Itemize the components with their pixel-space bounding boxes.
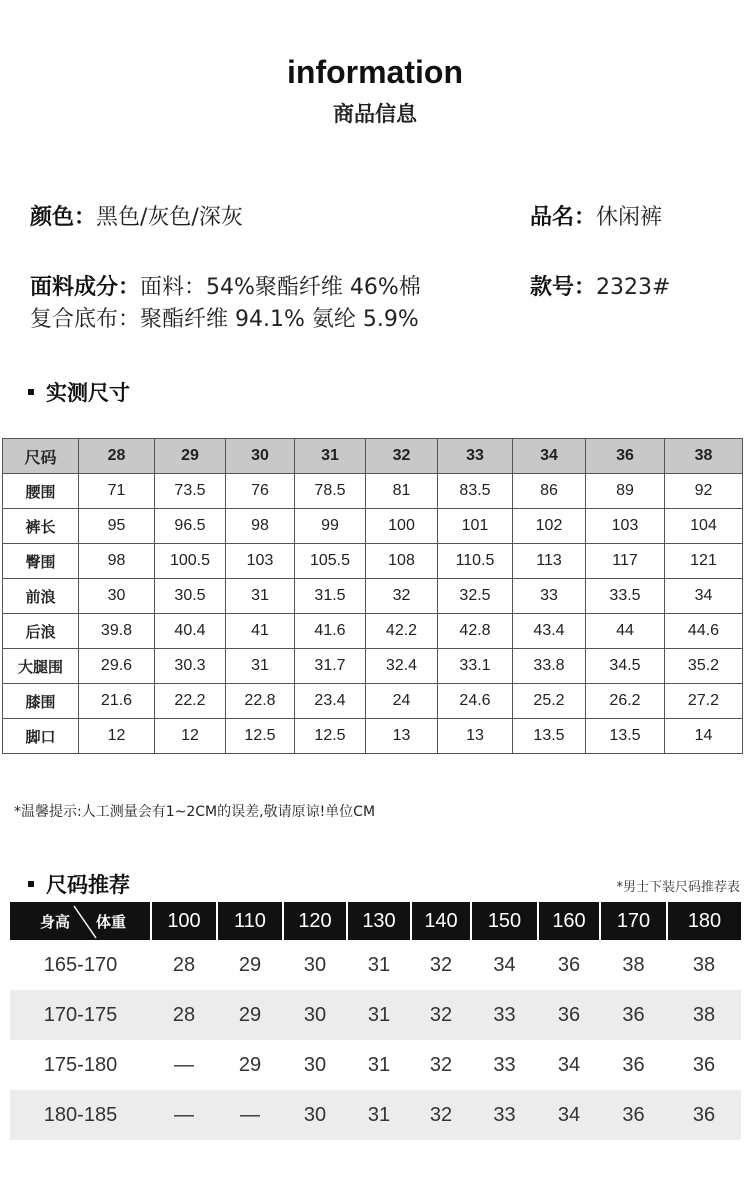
- measure-cell: 39.8: [79, 614, 155, 649]
- measure-cell: 30.3: [155, 649, 226, 684]
- measure-cell: 42.8: [438, 614, 513, 649]
- measure-cell: 113: [513, 544, 586, 579]
- table-row: [10, 940, 741, 990]
- corner-weight-label: 体重: [96, 913, 127, 931]
- size-column-header: 38: [665, 439, 743, 474]
- measure-cell: 22.2: [155, 684, 226, 719]
- measure-cell: 31.5: [295, 579, 366, 614]
- recommend-section-title: 尺码推荐: [46, 873, 130, 897]
- recommended-size-cell: 32: [411, 940, 471, 990]
- measure-cell: 98: [226, 509, 295, 544]
- height-range-cell: 180-185: [10, 1090, 151, 1140]
- recommended-size-cell: 33: [471, 1090, 538, 1140]
- measure-header-row: [3, 439, 743, 474]
- measure-cell: 23.4: [295, 684, 366, 719]
- size-column-header: 34: [513, 439, 586, 474]
- recommended-size-cell: 29: [217, 940, 283, 990]
- recommended-size-cell: 36: [600, 990, 667, 1040]
- table-row: [3, 474, 743, 509]
- weight-column-header: 120: [283, 902, 347, 940]
- color-info: [30, 200, 243, 231]
- measure-cell: 12.5: [295, 719, 366, 754]
- table-row: [10, 990, 741, 1040]
- measure-cell: 29.6: [79, 649, 155, 684]
- recommended-size-cell: 38: [667, 940, 741, 990]
- recommended-size-cell: 36: [667, 1090, 741, 1140]
- measure-row-label: 后浪: [3, 614, 79, 649]
- recommended-size-cell: 28: [151, 990, 217, 1040]
- weight-column-header: 140: [411, 902, 471, 940]
- measure-cell: 41.6: [295, 614, 366, 649]
- height-range-cell: 175-180: [10, 1040, 151, 1090]
- product-name-value: 休闲裤: [596, 205, 663, 230]
- measure-cell: 76: [226, 474, 295, 509]
- style-number-info: [530, 270, 670, 301]
- bullet-icon: [28, 881, 34, 887]
- recommended-size-cell: 36: [600, 1090, 667, 1140]
- measure-cell: 31.7: [295, 649, 366, 684]
- recommended-size-cell: 36: [667, 1040, 741, 1090]
- recommended-size-cell: 32: [411, 1090, 471, 1140]
- size-column-header: 32: [366, 439, 438, 474]
- measure-cell: 96.5: [155, 509, 226, 544]
- color-value: 黑色/灰色/深灰: [96, 205, 243, 230]
- measure-cell: 92: [665, 474, 743, 509]
- measure-cell: 103: [226, 544, 295, 579]
- measure-cell: 100: [366, 509, 438, 544]
- measure-cell: 71: [79, 474, 155, 509]
- page-title: information: [287, 54, 463, 90]
- measure-cell: 26.2: [586, 684, 665, 719]
- table-row: [3, 544, 743, 579]
- measure-cell: 102: [513, 509, 586, 544]
- size-recommendation-table: [10, 902, 741, 1140]
- measure-cell: 25.2: [513, 684, 586, 719]
- measure-cell: 40.4: [155, 614, 226, 649]
- size-column-header: 31: [295, 439, 366, 474]
- table-row: [3, 719, 743, 754]
- product-name-label: 品名：: [530, 205, 597, 230]
- measure-section-heading: [28, 377, 130, 407]
- recommend-section-heading: [28, 869, 130, 899]
- measure-row-label: 大腿围: [3, 649, 79, 684]
- height-weight-corner-cell: [10, 902, 151, 940]
- weight-column-header: 180: [667, 902, 741, 940]
- measure-row-label: 臀围: [3, 544, 79, 579]
- recommended-size-cell: 28: [151, 940, 217, 990]
- measure-cell: 33.5: [586, 579, 665, 614]
- page-subtitle: 商品信息: [333, 102, 417, 126]
- measure-cell: 101: [438, 509, 513, 544]
- measure-cell: 33.8: [513, 649, 586, 684]
- measure-cell: 13: [438, 719, 513, 754]
- measure-row-label: 裤长: [3, 509, 79, 544]
- measure-cell: 103: [586, 509, 665, 544]
- measure-cell: 95: [79, 509, 155, 544]
- measure-row-label: 腰围: [3, 474, 79, 509]
- recommended-size-cell: 36: [538, 990, 600, 1040]
- measure-cell: 42.2: [366, 614, 438, 649]
- recommended-size-cell: 30: [283, 940, 347, 990]
- lining-label: 复合底布：: [30, 307, 141, 332]
- size-header-cell: 尺码: [3, 439, 79, 474]
- table-row: [3, 684, 743, 719]
- size-column-header: 33: [438, 439, 513, 474]
- measure-cell: 13: [366, 719, 438, 754]
- table-row: [10, 1040, 741, 1090]
- recommended-size-cell: 31: [347, 1090, 411, 1140]
- measure-cell: 32.5: [438, 579, 513, 614]
- fabric-value: 面料：54%聚酯纤维 46%棉: [140, 275, 421, 300]
- measure-cell: 105.5: [295, 544, 366, 579]
- measure-cell: 34.5: [586, 649, 665, 684]
- size-column-header: 30: [226, 439, 295, 474]
- recommended-size-cell: 31: [347, 1040, 411, 1090]
- measure-cell: 89: [586, 474, 665, 509]
- recommended-size-cell: —: [151, 1090, 217, 1140]
- recommended-size-cell: —: [217, 1090, 283, 1140]
- fabric-label: 面料成分：: [30, 275, 141, 300]
- measure-cell: 83.5: [438, 474, 513, 509]
- height-range-cell: 165-170: [10, 940, 151, 990]
- table-row: [3, 649, 743, 684]
- measure-cell: 78.5: [295, 474, 366, 509]
- lining-value: 聚酯纤维 94.1% 氨纶 5.9%: [140, 307, 419, 332]
- measure-row-label: 脚口: [3, 719, 79, 754]
- recommend-header-row: [10, 902, 741, 940]
- measure-cell: 13.5: [513, 719, 586, 754]
- style-number-label: 款号：: [530, 275, 597, 300]
- recommended-size-cell: 30: [283, 990, 347, 1040]
- diagonal-divider-icon: [10, 902, 151, 940]
- table-row: [3, 509, 743, 544]
- measure-cell: 12: [155, 719, 226, 754]
- measure-cell: 41: [226, 614, 295, 649]
- recommended-size-cell: 38: [667, 990, 741, 1040]
- lining-info: [30, 302, 419, 333]
- recommended-size-cell: 32: [411, 1040, 471, 1090]
- size-measurement-table: [2, 438, 743, 754]
- measure-cell: 117: [586, 544, 665, 579]
- measure-cell: 24: [366, 684, 438, 719]
- recommended-size-cell: 34: [471, 940, 538, 990]
- measure-cell: 12.5: [226, 719, 295, 754]
- table-row: [3, 614, 743, 649]
- measure-cell: 21.6: [79, 684, 155, 719]
- corner-height-label: 身高: [40, 913, 71, 931]
- weight-column-header: 110: [217, 902, 283, 940]
- recommended-size-cell: —: [151, 1040, 217, 1090]
- measure-cell: 12: [79, 719, 155, 754]
- size-column-header: 36: [586, 439, 665, 474]
- recommended-size-cell: 36: [538, 940, 600, 990]
- measure-cell: 104: [665, 509, 743, 544]
- measure-cell: 121: [665, 544, 743, 579]
- measure-cell: 31: [226, 649, 295, 684]
- measure-cell: 30.5: [155, 579, 226, 614]
- height-range-cell: 170-175: [10, 990, 151, 1040]
- recommended-size-cell: 33: [471, 1040, 538, 1090]
- measure-cell: 14: [665, 719, 743, 754]
- measure-cell: 108: [366, 544, 438, 579]
- measure-row-label: 前浪: [3, 579, 79, 614]
- style-number-value: 2323#: [596, 275, 671, 300]
- bullet-icon: [28, 389, 34, 395]
- weight-column-header: 100: [151, 902, 217, 940]
- measure-cell: 33: [513, 579, 586, 614]
- measure-cell: 32: [366, 579, 438, 614]
- recommended-size-cell: 30: [283, 1090, 347, 1140]
- measure-cell: 44: [586, 614, 665, 649]
- measure-cell: 30: [79, 579, 155, 614]
- recommended-size-cell: 29: [217, 990, 283, 1040]
- recommended-size-cell: 38: [600, 940, 667, 990]
- measure-cell: 27.2: [665, 684, 743, 719]
- table-row: [10, 1090, 741, 1140]
- recommended-size-cell: 34: [538, 1040, 600, 1090]
- recommended-size-cell: 32: [411, 990, 471, 1040]
- measure-cell: 43.4: [513, 614, 586, 649]
- measure-cell: 44.6: [665, 614, 743, 649]
- measure-row-label: 膝围: [3, 684, 79, 719]
- measure-cell: 35.2: [665, 649, 743, 684]
- measure-cell: 33.1: [438, 649, 513, 684]
- measure-cell: 81: [366, 474, 438, 509]
- recommended-size-cell: 31: [347, 940, 411, 990]
- measure-cell: 73.5: [155, 474, 226, 509]
- recommended-size-cell: 29: [217, 1040, 283, 1090]
- size-column-header: 29: [155, 439, 226, 474]
- measure-cell: 22.8: [226, 684, 295, 719]
- recommended-size-cell: 34: [538, 1090, 600, 1140]
- measure-cell: 99: [295, 509, 366, 544]
- size-column-header: 28: [79, 439, 155, 474]
- measure-section-title: 实测尺寸: [46, 381, 130, 405]
- color-label: 颜色：: [30, 205, 97, 230]
- measure-cell: 24.6: [438, 684, 513, 719]
- recommended-size-cell: 30: [283, 1040, 347, 1090]
- weight-column-header: 130: [347, 902, 411, 940]
- recommended-size-cell: 31: [347, 990, 411, 1040]
- recommended-size-cell: 36: [600, 1040, 667, 1090]
- weight-column-header: 160: [538, 902, 600, 940]
- table-row: [3, 579, 743, 614]
- measure-cell: 98: [79, 544, 155, 579]
- measure-cell: 34: [665, 579, 743, 614]
- weight-column-header: 150: [471, 902, 538, 940]
- product-name-info: [530, 200, 662, 231]
- recommended-size-cell: 33: [471, 990, 538, 1040]
- measure-cell: 32.4: [366, 649, 438, 684]
- recommend-table-note: *男士下装尺码推荐表: [616, 880, 740, 895]
- measure-cell: 13.5: [586, 719, 665, 754]
- measurement-notice: *温馨提示:人工测量会有1~2CM的误差,敬请原谅!单位CM: [14, 804, 376, 820]
- measure-cell: 31: [226, 579, 295, 614]
- measure-cell: 110.5: [438, 544, 513, 579]
- fabric-info: [30, 270, 421, 301]
- measure-cell: 86: [513, 474, 586, 509]
- weight-column-header: 170: [600, 902, 667, 940]
- measure-cell: 100.5: [155, 544, 226, 579]
